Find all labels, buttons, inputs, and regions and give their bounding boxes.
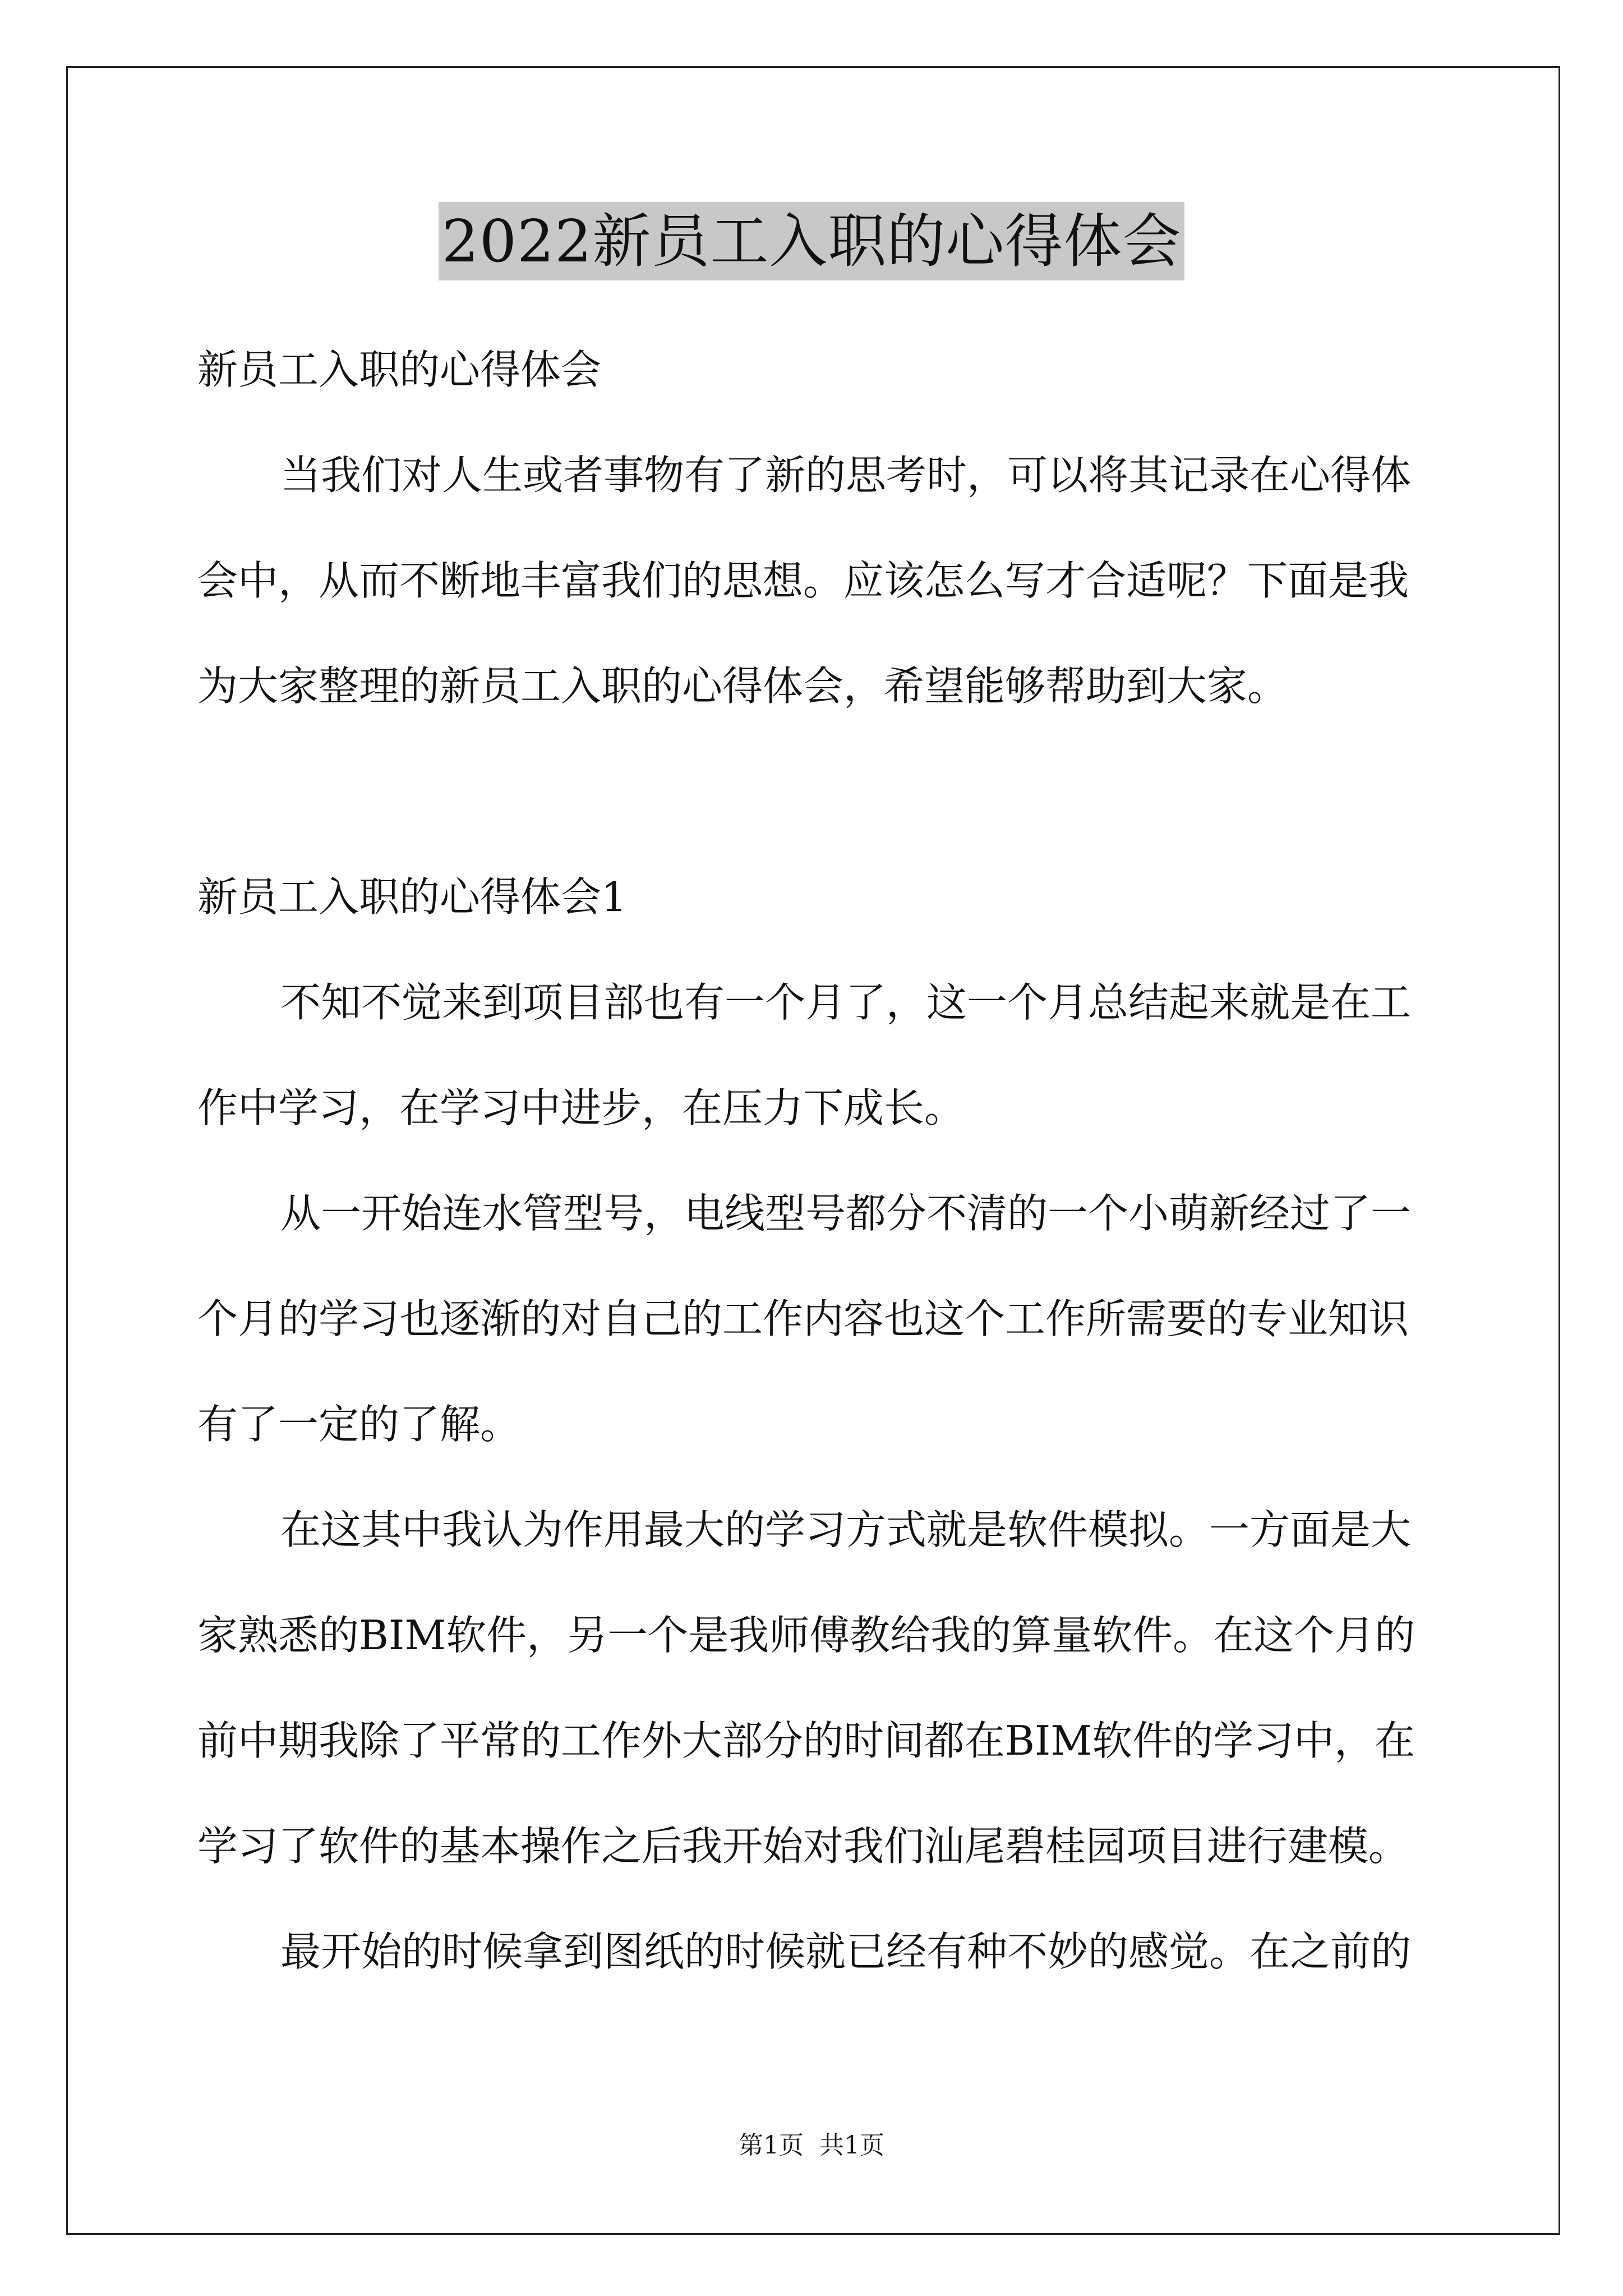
paragraph-line: 作中学习，在学习中进步，在压力下成长。 (197, 1084, 965, 1131)
paragraph-line: 有了一定的了解。 (197, 1401, 521, 1448)
page-total: 共1页 (819, 2131, 884, 2160)
document-title: 2022新员工入职的心得体会 (439, 202, 1185, 280)
paragraph-line: 不知不觉来到项目部也有一个月了，这一个月总结起来就是在工 (280, 979, 1412, 1026)
paragraph-line: 个月的学习也逐渐的对自己的工作内容也这个工作所需要的专业知识 (197, 1295, 1409, 1342)
paragraph-line: 从一开始连水管型号，电线型号都分不清的一个小萌新经过了一 (280, 1190, 1412, 1237)
title-wrap (0, 202, 1623, 280)
paragraph-line: 前中期我除了平常的工作外大部分的时间都在BIM软件的学习中，在 (197, 1717, 1415, 1764)
paragraph-line: 最开始的时候拿到图纸的时候就已经有种不妙的感觉。在之前的 (280, 1928, 1412, 1975)
paragraph-line: 在这其中我认为作用最大的学习方式就是软件模拟。一方面是大 (280, 1506, 1412, 1553)
document-body (197, 317, 1431, 2004)
paragraph-line: 会中，从而不断地丰富我们的思想。应该怎么写才合适呢？下面是我 (197, 557, 1409, 604)
section-heading: 新员工入职的心得体会1 (197, 873, 627, 921)
page-footer (0, 2129, 1623, 2162)
paragraph-line: 家熟悉的BIM软件，另一个是我师傅教给我的算量软件。在这个月的 (197, 1612, 1415, 1659)
page-number: 第1页 (739, 2131, 804, 2160)
paragraph-line: 学习了软件的基本操作之后我开始对我们汕尾碧桂园项目进行建模。 (197, 1823, 1409, 1870)
paragraph-line: 当我们对人生或者事物有了新的思考时，可以将其记录在心得体 (280, 452, 1412, 499)
blank-line (197, 739, 1431, 844)
section-heading: 新员工入职的心得体会 (197, 346, 602, 393)
paragraph-line: 为大家整理的新员工入职的心得体会，希望能够帮助到大家。 (197, 662, 1288, 710)
